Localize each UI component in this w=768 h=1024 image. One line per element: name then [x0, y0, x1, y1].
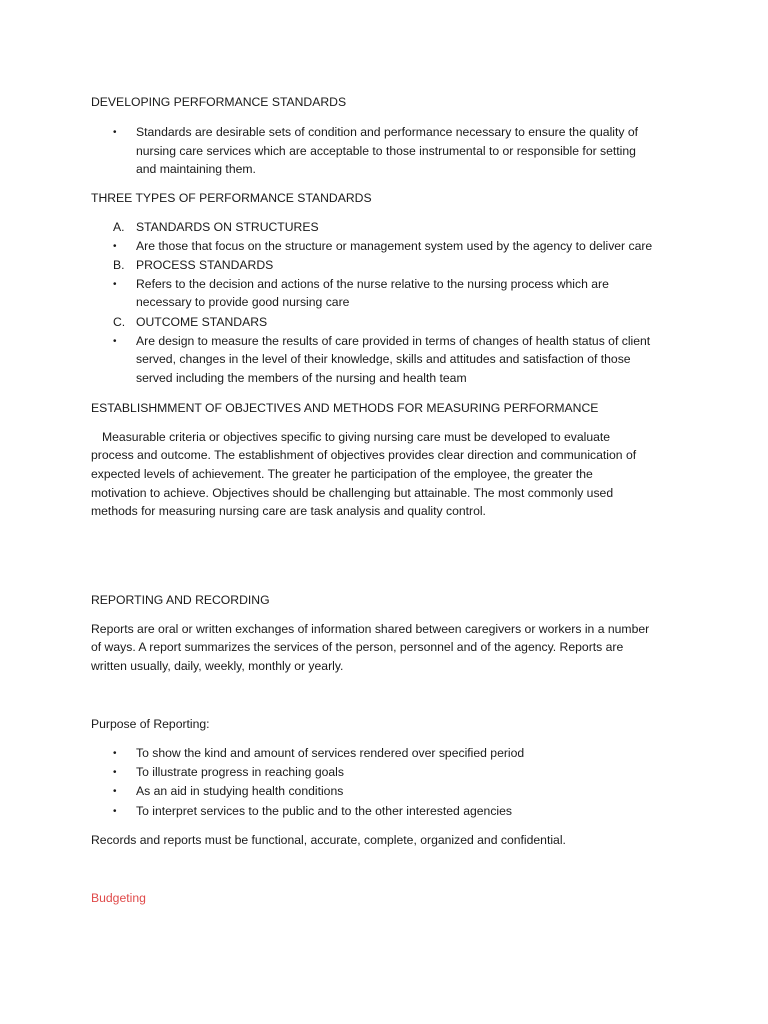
type-b-description: necessary to provide good nursing care: [136, 295, 350, 309]
standards-definition-line: Standards are desirable sets of condition and performance necessary to ensure the quality of: [136, 125, 639, 139]
standards-definition-line: nursing care services which are acceptable to those instrumental to or responsible for setting: [136, 144, 636, 158]
type-c-description: served, changes in the level of their knowledge, skills and attitudes and satisfaction of those: [136, 352, 631, 366]
purpose-list-item: To show the kind and amount of services rendered over specified period: [136, 746, 525, 760]
list-marker-b: B.: [113, 258, 125, 272]
reporting-paragraph-line: written usually, daily, weekly, monthly or yearly.: [91, 659, 344, 673]
purpose-heading: Purpose of Reporting:: [91, 717, 210, 731]
type-c-title: OUTCOME STANDARS: [136, 315, 268, 329]
objectives-paragraph-line: Measurable criteria or objectives specific to giving nursing care must be developed to evaluate: [102, 430, 611, 444]
bullet-glyph: •: [113, 806, 117, 817]
heading-objectives: ESTABLISHMMENT OF OBJECTIVES AND METHODS FOR MEASURING PERFORMANCE: [91, 401, 599, 415]
heading-reporting-recording: REPORTING AND RECORDING: [91, 593, 270, 607]
type-b-description: Refers to the decision and actions of the nurse relative to the nursing process which are: [136, 277, 609, 291]
objectives-paragraph-line: expected levels of achievement. The greater he participation of the employee, the greater the: [91, 467, 593, 481]
heading-developing-performance-standards: DEVELOPING PERFORMANCE STANDARDS: [91, 95, 347, 109]
reporting-paragraph-line: of ways. A report summarizes the services of the person, personnel and of the agency. Reports are: [91, 640, 624, 654]
reporting-paragraph-line: Reports are oral or written exchanges of information shared between caregivers or workers in a number: [91, 622, 650, 636]
purpose-list-item: To interpret services to the public and to the other interested agencies: [136, 804, 513, 818]
bullet-glyph: •: [113, 748, 117, 759]
heading-three-types: THREE TYPES OF PERFORMANCE STANDARDS: [91, 191, 372, 205]
standards-definition-line: and maintaining them.: [136, 162, 256, 176]
purpose-list-item: As an aid in studying health conditions: [136, 784, 344, 798]
bullet-glyph: •: [113, 336, 117, 347]
type-a-description: Are those that focus on the structure or management system used by the agency to deliver care: [136, 239, 653, 253]
objectives-paragraph-line: methods for measuring nursing care are task analysis and quality control.: [91, 504, 486, 518]
type-b-title: PROCESS STANDARDS: [136, 258, 274, 272]
objectives-paragraph-line: motivation to achieve. Objectives should be challenging but attainable. The most commonly used: [91, 486, 614, 500]
list-marker-c: C.: [113, 315, 126, 329]
bullet-glyph: •: [113, 786, 117, 797]
bullet-glyph: •: [113, 241, 117, 252]
type-c-description: served including the members of the nursing and health team: [136, 371, 467, 385]
objectives-paragraph-line: process and outcome. The establishment of objectives provides clear direction and communication of: [91, 448, 637, 462]
list-marker-a: A.: [113, 220, 125, 234]
bullet-glyph: •: [113, 279, 117, 290]
type-a-title: STANDARDS ON STRUCTURES: [136, 220, 319, 234]
bullet-glyph: •: [113, 767, 117, 778]
bullet-glyph: •: [113, 127, 117, 138]
budgeting-heading: Budgeting: [91, 891, 146, 905]
records-statement: Records and reports must be functional, accurate, complete, organized and confidential.: [91, 833, 566, 847]
purpose-list-item: To illustrate progress in reaching goals: [136, 765, 344, 779]
type-c-description: Are design to measure the results of care provided in terms of changes of health status of client: [136, 334, 651, 348]
